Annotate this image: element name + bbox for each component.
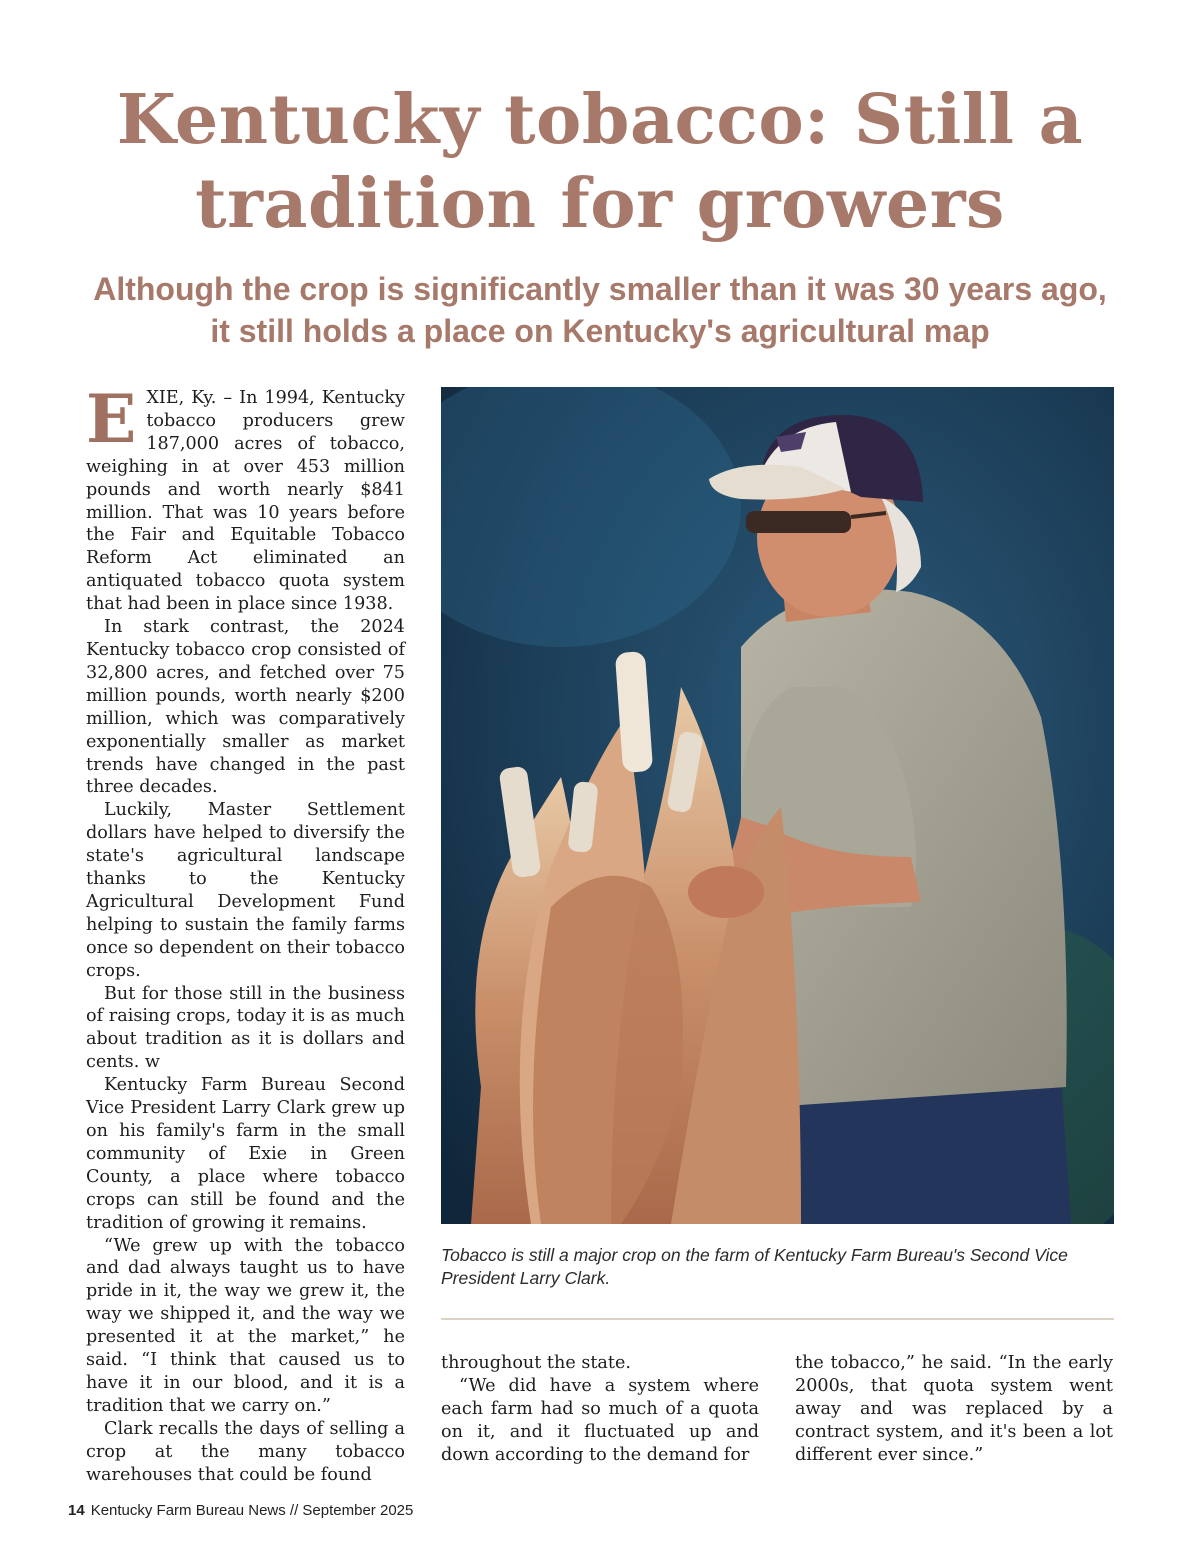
paragraph: “We did have a system where each farm had so much of a quota on it, and it fluctuated up and down according to the demand for [441, 1375, 759, 1465]
paragraph: Clark recalls the days of selling a crop at the many tobacco warehouses that could be found [86, 1418, 405, 1485]
paragraph: Luckily, Master Settlement dollars have helped to diversify the state's agricultural landscape thanks to the Kentucky Agricultural Development Fund helping to sustain the family farms once so dependent on their tobacco crops. [86, 800, 406, 981]
headline: Kentucky tobacco: Still a tradition for growers [116, 80, 1084, 244]
photo-caption: Tobacco is still a major crop on the farm of Kentucky Farm Bureau's Second Vice President Larry Clark. [441, 1245, 1068, 1288]
paragraph: the tobacco,” he said. “In the early 2000s, that quota system went away and was replaced by a contract system, and it's been a lot different ever since.” [795, 1353, 1113, 1465]
paragraph: throughout the state. [441, 1353, 631, 1373]
paragraph: But for those still in the business of raising crops, today it is as much about tradition as it is dollars and cents. w [86, 983, 405, 1073]
divider [441, 1318, 1114, 1320]
page-footer [68, 1502, 413, 1519]
paragraph: Kentucky Farm Bureau Second Vice President Larry Clark grew up on his family's farm in the small community of Exie in Green County, a place where tobacco crops can still be found and the tradition of growing it remains. [86, 1075, 405, 1233]
article-column-1 [86, 380, 406, 1487]
farmer-photo [441, 387, 1114, 1224]
article-column-3 [795, 1352, 1113, 1467]
paragraph: “We grew up with the tobacco and dad always taught us to have pride in it, the way we grew it, the way we shipped it, and the way we presented it at the market,” he said. “I think that caused us to have it in our blood, and it is a tradition that we carry on.” [86, 1235, 405, 1416]
paragraph [86, 380, 405, 616]
article-column-2 [441, 1352, 759, 1467]
farmer-illustration [441, 387, 1114, 1224]
drop-cap: E [86, 380, 137, 458]
subheadline: Although the crop is significantly smaller than it was 30 years ago, it still holds a place on Kentucky's agricultural map [93, 271, 1107, 349]
paragraph: In stark contrast, the 2024 Kentucky tobacco crop consisted of 32,800 acres, and fetched over 75 million pounds, worth nearly $200 million, which was comparatively exponentially smaller as market trends have changed in the past three decades. [86, 617, 405, 798]
page-number: 14 [68, 1502, 85, 1519]
paragraph-text: XIE, Ky. – In 1994, Kentucky tobacco producers grew 187,000 acres of tobacco, weighing in at over 453 million pounds and worth nearly $841 million. That was 10 years before the Fair and Equitable Tobacco Reform Act eliminated an antiquated tobacco quota system that had been in place since 1938. [86, 388, 405, 615]
publication-name: Kentucky Farm Bureau News // September 2025 [90, 1502, 414, 1519]
